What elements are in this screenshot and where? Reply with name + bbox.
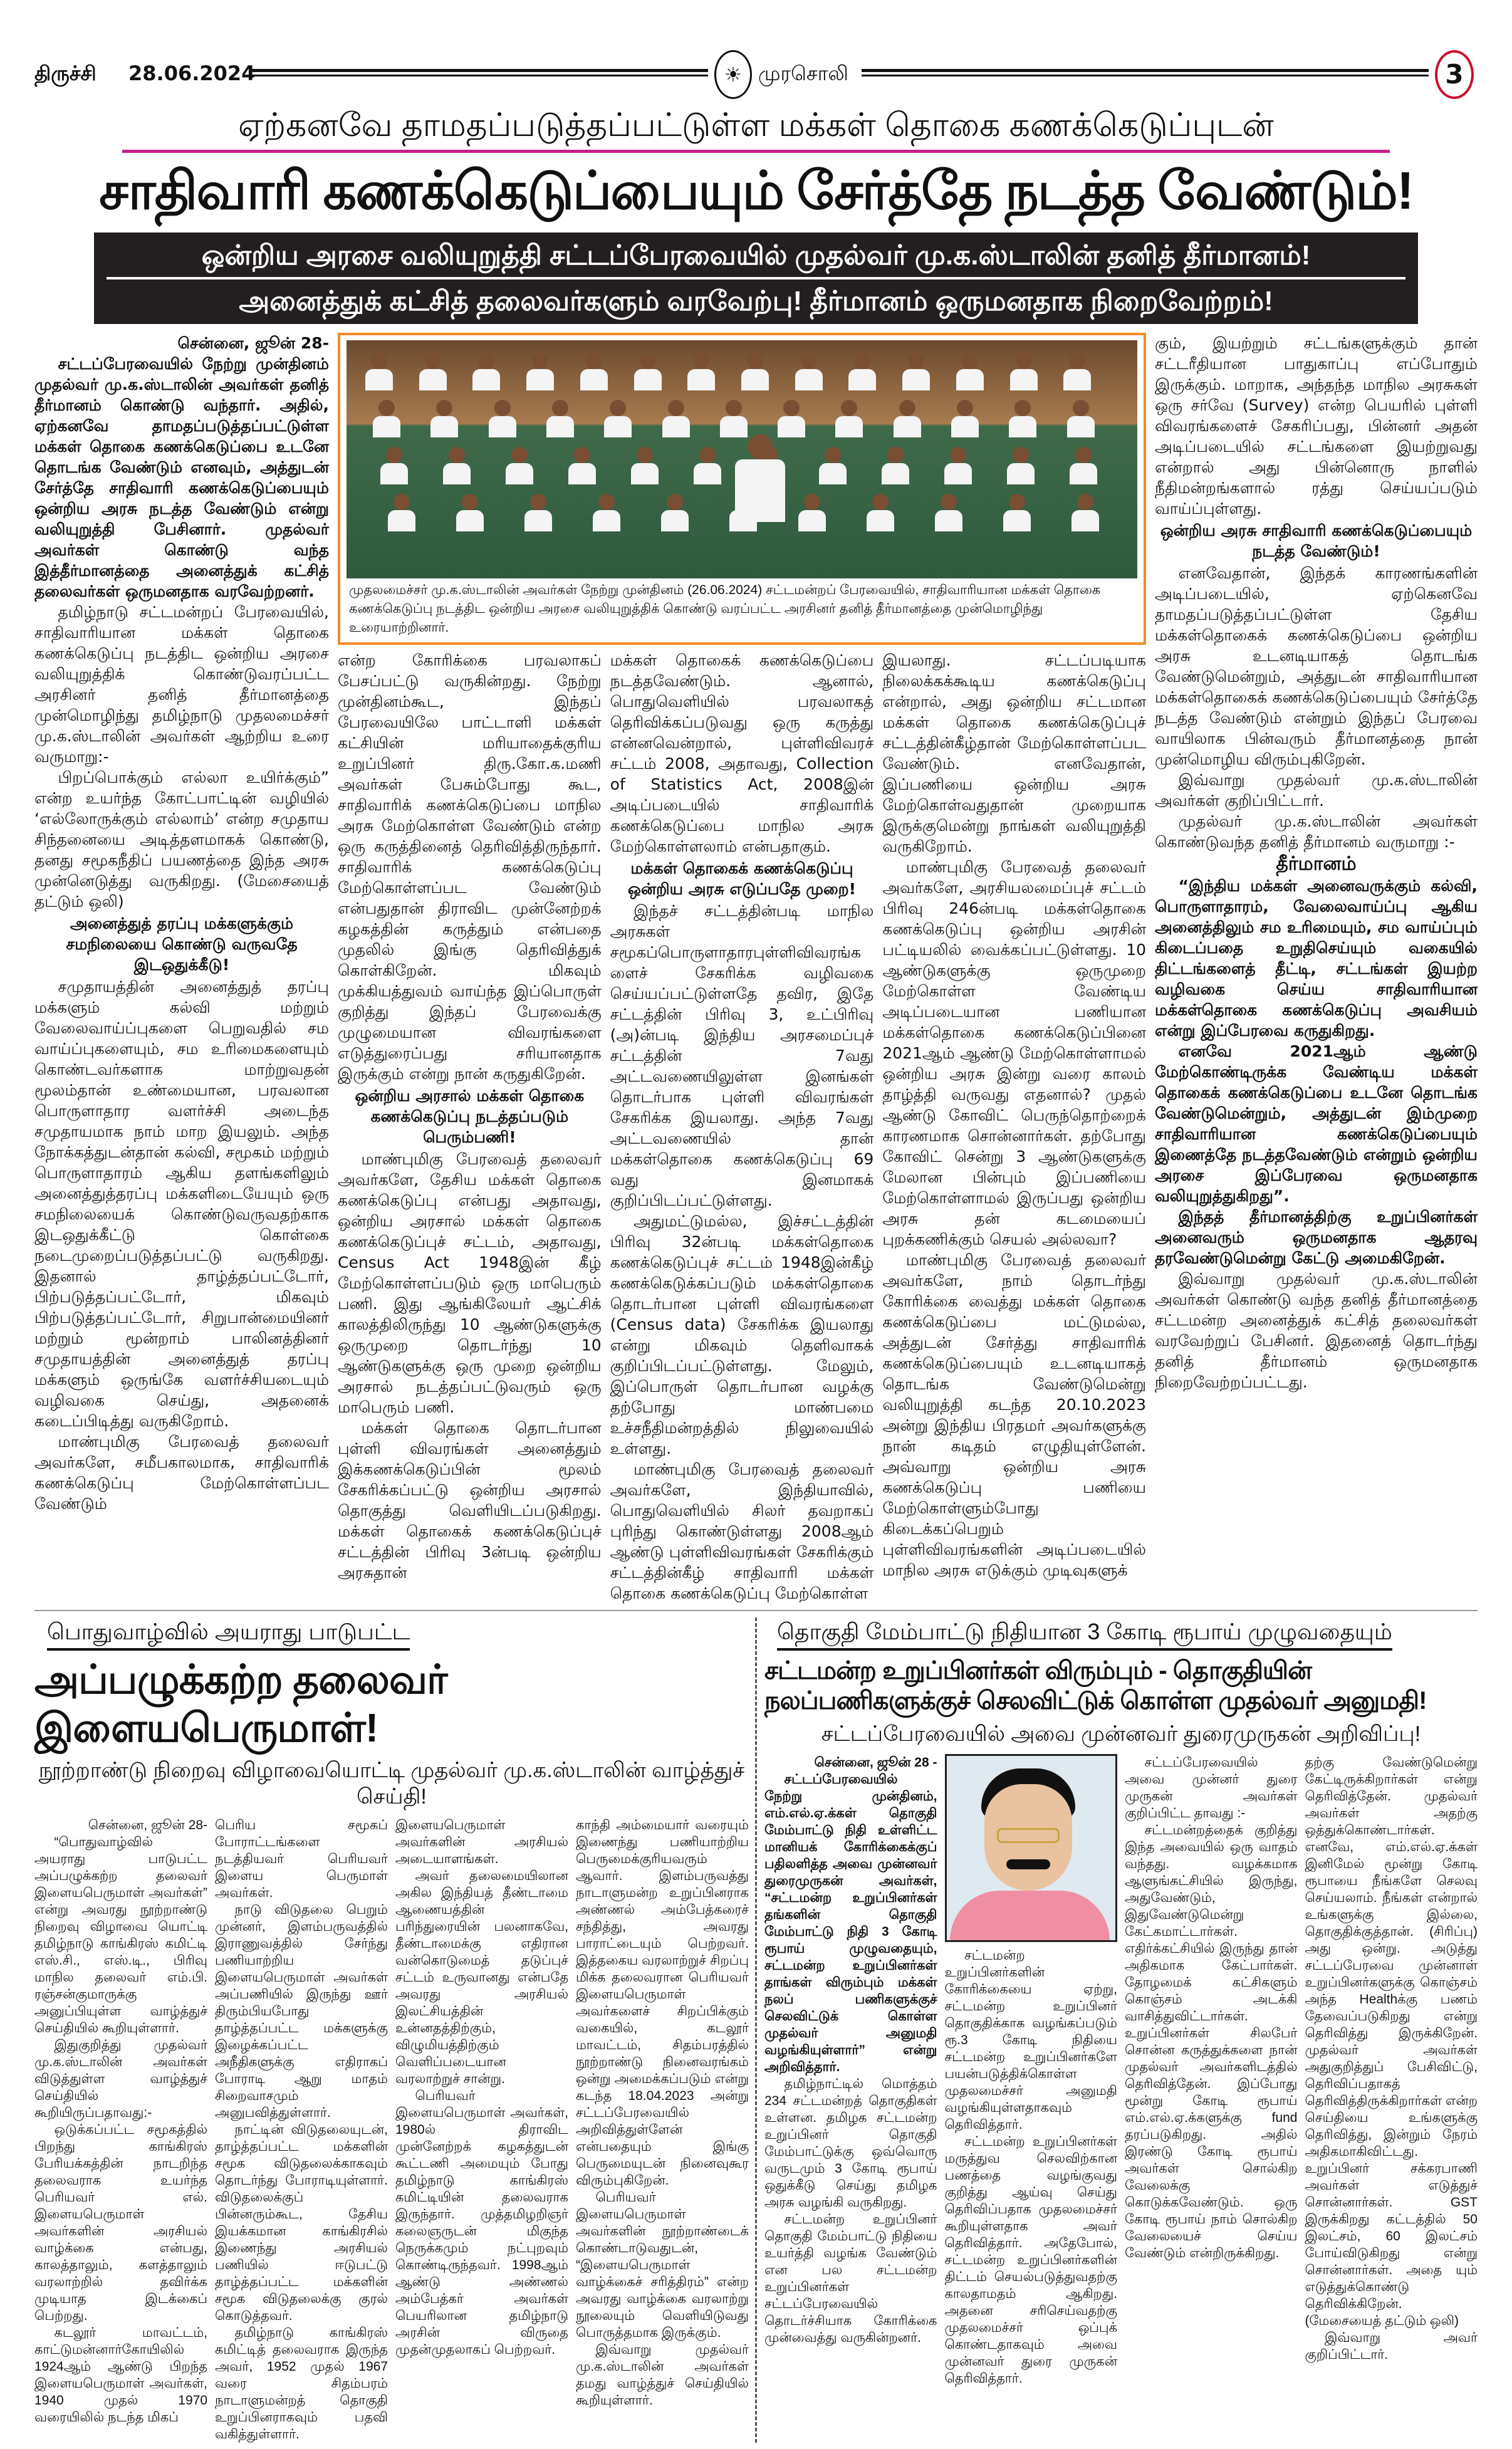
right-story-headline: சட்டமன்ற உறுப்பினர்கள் விரும்பும் - தொகுதியின் நலப்பணிகளுக்குச் செலவிட்டுக் கொள்ள முதல்வர் அனுமதி! [764,1657,1427,1715]
paragraph: ஒடுக்கப்பட்ட சமூகத்தில் பிறந்து காங்கிரஸ் பேரியக்கத்தின் நாடறிந்த தலைவராக உயர்ந்த பெரியவர் எல். இளையபெருமாள் அவர்களின் அரசியல் வாழ்க்கை என்பது, காலத்தாலும், களத்தாலும் வரலாற்றில் தவிர்க்க முடியாத இடக்கைப் பெற்றது. [34,2122,207,2323]
subheading: மக்கள் தொகைக் கணக்கெடுப்பு ஒன்றிய அரசு எடுப்பதே முறை! [627,859,857,899]
assembly-member-figure [1067,400,1095,437]
left-story-column-1 [34,1817,207,2443]
assembly-member-figure [798,494,826,531]
top-story-banner [94,232,1418,324]
assembly-member-figure [489,400,516,437]
paragraph: தமிழ்நாட்டில் மொத்தம் 234 சட்டமன்றத் தொகுதிகள் உள்ளன. தமிழக சட்டமன்ற உறுப்பினர் தொகுதி மேம்பாட்டுக்கு ஒவ்வொரு வருடமும் 3 கோடி ரூபாய் ஒதுக்கீடு செய்து தமிழக அரசு வழங்கி வருகிறது. [764,2076,937,2210]
lead-paragraph: சட்டப்பேரவையில் நேற்று முன்தினம், எம்.எல்.ஏ.க்கள் தொகுதி மேம்பாட்டு நிதி உள்ளிட்ட மானியக் கோரிக்கைக்குப் பதிலளித்த அவை முன்னவர் துரைமுருகன் அவர்கள், “சட்டமன்ற உறுப்பினர்கள் தங்களின் தொகுதி மேம்பாட்டு நிதி 3 கோடி ரூபாய் முழுவதையும், சட்டமன்ற உறுப்பினர்கள் தாங்கள் விரும்பும் மக்கள் நலப் பணிகளுக்குச் செலவிட்டுக் கொள்ள முதல்வர் அனுமதி வழங்கியுள்ளார்” என்று அறிவித்தார். [764,1772,937,2074]
paragraph: மாண்புமிகு பேரவைத் தலைவர் அவர்களே, சமீபகாலமாக, சாதிவாரிக் கணக்கெடுப்பு மேற்கொள்ளப்பட வேண்டும் [34,1433,329,1513]
assembly-member-figure [526,353,554,390]
paragraph: இவ்வாறு முதல்வர் மு.க.ஸ்டாலின் அவர்கள் கொண்டு வந்த தனித் தீர்மானத்தை சட்டமன்ற அனைத்துக் கட்சித் தலைவர்கள் வரவேற்றுப் பேசினர். இதனைத் தொடர்ந்து தனித் தீர்மானம் ஒருமனதாக நிறைவேற்றப்பட்டது. [1155,1270,1478,1392]
subheading: ஒன்றிய அரசால் மக்கள் தொகை கணக்கெடுப்பு நடத்தப்படும் பெரும்பணி! [355,1087,585,1147]
assembly-member-figure [867,494,894,531]
top-story-column-3 [610,650,874,1604]
paragraph: இவ்வாறு முதல்வர் மு.க.ஸ்டாலின் அவர்கள் தமது வாழ்த்துச் செய்தியில் கூறியுள்ளார். [576,2342,749,2408]
right-story [755,1617,1478,2443]
assembly-member-figure [506,447,533,484]
left-story-subhead: நூற்றாண்டு நிறைவு விழாவையொட்டி முதல்வர் மு.க.ஸ்டாலின் வாழ்த்துச் செய்தி! [38,1758,745,1809]
paragraph: இவ்வாறு முதல்வர் மு.க.ஸ்டாலின் அவர்கள் குறிப்பிட்டார். [1155,771,1478,810]
assembly-member-figure [430,400,458,437]
right-story-column-2 [945,1754,1118,2387]
assembly-member-figure [546,400,574,437]
left-story [34,1617,755,2443]
paragraph: இளையபெருமாள் அவர்களின் அரசியல் அடையாளங்கள். [395,1817,568,1866]
assembly-member-figure [795,353,823,390]
assembly-member-figure [419,353,447,390]
assembly-member-figure [848,353,876,390]
assembly-member-figure [604,400,632,437]
top-story-headline: சாதிவாரி கணக்கெடுப்பையும் சேர்த்தே நடத்த வேண்டும்! [99,161,1413,220]
right-story-column-4 [1305,1754,1478,2387]
assembly-member-figure [524,494,552,531]
assembly-member-figure [568,447,596,484]
paragraph: அதுமட்டுமல்ல, இச்சட்டத்தின் பிரிவு 32ன்படி மக்கள்தொகை கணக்கெடுப்புச் சட்டம் 1948இன்கீழ் கணக்கெடுக்கப்படும் மக்கள்தொகை தொடர்பான புள்ளி விவரங்களை (Census data) சேகரிக்க இயலாது என்று மிகவும் தெளிவாகக் குறிப்பிடப்பட்டுள்ளது. மேலும், இப்பொருள் தொடர்பான வழக்கு தற்போது மாண்பமை உச்சநீதிமன்றத்தில் நிலுவையில் உள்ளது. [610,1212,874,1458]
paragraph: முதல்வர் மு.க.ஸ்டாலின் அவர்கள் கொண்டுவந்த தனித் தீர்மானம் வருமாறு :- [1155,812,1478,852]
assembly-member-figure [631,447,659,484]
left-story-column-4 [576,1817,749,2443]
subheading: ஒன்றிய அரசு சாதிவாரி கணக்கெடுப்பையும் நடத்த வேண்டும்! [1160,521,1473,561]
chief-minister-figure [735,434,785,522]
newspaper-name: முரசொலி [758,61,848,85]
right-story-kicker: தொகுதி மேம்பாட்டு நிதியான 3 கோடி ரூபாய் முழுவதையும் [777,1617,1392,1651]
top-story-column-2 [338,650,602,1604]
assembly-member-figure [1070,447,1097,484]
paragraph: தமிழ்நாடு காங்கிரஸ் கமிட்டித் தலைவராக இருந்த அவர், 1952 முதல் 1967 வரை சிதம்பரம் நாடாளுமன்றத் தொகுதி உறுப்பினராகவும் பதவி வகித்துள்ளார். [215,2325,388,2441]
assembly-member-figure [835,400,863,437]
assembly-member-figure [720,400,748,437]
paragraph: அவர் தலைமையிலான அகில இந்தியத் தீண்டாமை ஆணையத்தின் பரிந்துரையின் பலனாகவே, தீண்டாமைக்கு எதிரான வன்கொடுமைத் தடுப்புச் சட்டம் உருவானது என்பதே அவரது அரசியல் இலட்சியத்தின் உன்னதத்திற்கும், விழுமியத்திற்கும் வெளிப்படையான வரலாற்றுச் சான்று. [395,1868,568,2086]
assembly-member-figure [694,447,721,484]
assembly-member-figure [580,353,608,390]
assembly-member-figure [593,494,620,531]
assembly-member-figure [956,353,984,390]
masthead-rule-right [862,69,1429,76]
assembly-member-figure [373,400,400,437]
assembly-photo-frame [338,333,1146,645]
paragraph: சட்டமன்ற உறுப்பினர் தொகுதி மேம்பாட்டு நிதியை உயர்த்தி வழங்க வேண்டும் என பல சட்டமன்ற உறுப்பினர்கள் சட்டப்பேரவையில் தொடர்ச்சியாக கோரிக்கை முன்வைத்து வருகின்றனர். [764,2211,937,2345]
assembly-member-figure [1063,353,1091,390]
paragraph: என்ற கோரிக்கை பரவலாகப் பேசப்பட்டு வருகின்றது. நேற்று முன்தினம்கூட, இந்தப் பேரவையிலே பாட்டாளி மக்கள் கட்சியின் மரியாதைக்குரிய உறுப்பினர் திரு.கோ.க.மணி அவர்கள் பேசும்போது கூட, சாதிவாரிக் கணக்கெடுப்பை மாநில அரசு மேற்கொள்ள வேண்டும் என்ற ஒரு கருத்தினைத் தெரிவித்திருந்தார். சாதிவாரிக் கணக்கெடுப்பு மேற்கொள்ளப்பட வேண்டும் என்பதுதான் திராவிட முன்னேற்றக் கழகத்தின் கருத்தும் என்பதை முதலில் இங்கு தெரிவித்துக் கொள்கிறேன். மிகவும் முக்கியத்துவம் வாய்ந்த இப்பொருள் குறித்து இந்தப் பேரவைக்கு முழுமையான விவரங்களை எடுத்துரைப்பது சரியானதாக இருக்கும் என்று நான் கருதுகிறேன். [338,651,602,1084]
assembly-member-figure [687,353,715,390]
paragraph: சட்டப்பேரவையில் அவை முன்னர் துரை முருகன் அவர்கள் குறிப்பிட்ட தாவது :- [1125,1755,1298,1820]
assembly-member-figure [1071,494,1099,531]
paragraph: இந்தச் சட்டத்தின்படி மாநில அரசுகள் சமூகப்பொருளாதாரபுள்ளிவிவரங்களைச் சேகரிக்க வழிவகை செய்யப்பட்டுள்ளதே தவிர, இதே சட்டத்தின் பிரிவு 3, உட்பிரிவு (அ)ன்படி இந்திய அரசமைப்புச் சட்டத்தின் 7வது அட்டவணையிலுள்ள இனங்கள் தொடர்பாக புள்ளி விவரங்கள் சேகரிக்க இயலாது. அந்த 7வது அட்டவணையில் தான் மக்கள்தொகை கணக்கெடுப்பு 69 வது இனமாகக் குறிப்பிடப்பட்டுள்ளது. [610,902,874,1210]
assembly-member-figure [443,447,471,484]
paragraph: இந்தத் தீர்மானத்திற்கு உறுப்பினர்கள் அனைவரும் ஒருமனதாக ஆதரவு தரவேண்டுமென்று கேட்டு அமைகிறேன். [1155,1208,1478,1268]
assembly-member-figure [778,400,805,437]
bottom-stories [34,1617,1478,2443]
top-story-column-5 [1155,333,1478,1392]
paragraph: இவ்வாறு அவர் குறிப்பிட்டார். [1305,2330,1478,2362]
edition-date: 28.06.2024 [128,61,256,85]
paragraph: பெரியவர் இளையபெருமாள் அவர்களின் நூற்றாண்டைக் கொண்டாடுவதுடன், “இளையபெருமாள் வாழ்க்கைச் சரித்திரம்” என்ற அவரது வாழ்க்கை வரலாற்று நூலையும் வெளியிடுவது பொருத்தமாக இருக்கும். [576,2190,749,2340]
assembly-member-figure [819,447,847,484]
paragraph: எனவேதான், இந்தக் காரணங்களின் அடிப்படையில், ஏற்கெனவே தாமதப்படுத்தப்பட்டுள்ள தேசிய மக்கள்தொகைக் கணக்கெடுப்பை ஒன்றிய அரசு உடனடியாகத் தொடங்க வேண்டுமென்றும், அத்துடன் சாதிவாரியான மக்கள்தொகைக் கணக்கெடுப்பையும் சேர்த்தே நடத்த வேண்டும் என்றும் இந்தப் பேரவை வாயிலாக பின்வரும் தீர்மானத்தை நான் முன்மொழிய விரும்புகிறேன். [1155,564,1478,769]
portrait-glasses [997,1828,1060,1843]
paragraph: பெரியவர் இளையபெருமாள் அவர்கள், 1980ல் திராவிட முன்னேற்றக் கழகத்துடன் கூட்டணி அமையும் போது தமிழ்நாடு காங்கிரஸ் கமிட்டியின் தலைவராக இருந்தார். முத்தமிழறிஞர் கலைஞருடன் மிகுந்த நெருக்கமும் நட்புறவும் கொண்டிருந்தவர். 1998ஆம் ஆண்டு அண்ணல் அம்பேத்கர் அவர்கள் பெயரிலான தமிழ்நாடு அரசின் விருதை முதன்முதலாகப் பெற்றவர். [395,2088,568,2357]
assembly-member-figure [882,447,909,484]
edition-place: திருச்சி [34,61,96,85]
resolution-text: எனவே 2021ஆம் ஆண்டு மேற்கொண்டிருக்க வேண்டிய மக்கள் தொகைக் கணக்கெடுப்பை உடனே தொடங்க வேண்டுமென்றும், அத்துடன் இம்முறை சாதிவாரியான கணக்கெடுப்பையும் இணைத்தே நடத்தவேண்டும் என்றும் ஒன்றிய அரசை இப்பேரவை ஒருமனதாக வலியுறுத்துகிறது”. [1155,1042,1478,1206]
paragraph: மக்கள் தொகைக் கணக்கெடுப்பை நடத்தவேண்டும். ஆனால், பொதுவெளியில் பரவலாகத் தெரிவிக்கப்படுவது ஒரு கருத்து என்னவென்றால், புள்ளிவிவரச் சட்டம் 2008, அதாவது, Collection of Statistics Act, 2008இன் அடிப்படையில் சாதிவாரிக் கணக்கெடுப்பை மாநில அரசு மேற்கொள்ளலாம் என்பதாகும். [610,651,874,856]
assembly-member-figure [472,353,500,390]
assembly-member-figure [1003,494,1031,531]
assembly-member-figure [951,400,979,437]
paragraph: மாண்புமிகு பேரவைத் தலைவர் அவர்களே, இந்தியாவில், பொதுவெளியில் சிலர் தவறாகப் புரிந்து கொண்டுள்ளது 2008ஆம் ஆண்டு புள்ளிவிவரங்கள் சேகரிக்கும் சட்டத்தின்கீழ் சாதிவாரி மக்கள் தொகை கணக்கெடுப்பு மேற்கொள்ள [610,1460,874,1603]
paragraph: மாண்புமிகு பேரவைத் தலைவர் அவர்களே, தேசிய மக்கள் தொகை கணக்கெடுப்பு என்பது அதாவது, ஒன்றிய அரசால் மக்கள் தொகை கணக்கெடுப்புச் சட்டம், அதாவது, Census Act 1948இன் கீழ் மேற்கொள்ளப்படும் ஒரு மாபெரும் பணி. இது ஆங்கிலேயர் ஆட்சிக் காலத்திலிருந்து 10 ஆண்டுகளுக்கு ஒருமுறை தொடர்ந்து 10 ஆண்டுகளுக்கு ஒரு முறை ஒன்றிய அரசால் நடத்தப்பட்டுவரும் ஒரு மாபெரும் பணி. [338,1150,602,1417]
lead-paragraph: சட்டப்பேரவையில் நேற்று முன்தினம் முதல்வர் மு.க.ஸ்டாலின் அவர்கள் தனித் தீர்மானம் கொண்டு வந்தார். அதில், ஏற்கனவே தாமதப்படுத்தப்பட்டுள்ள மக்கள் தொகை கணக்கெடுப்பை உடனே தொடங்க வேண்டும் எனவும், அத்துடன் சேர்த்தே சாதிவாரி கணக்கெடுப்பையும் ஒன்றிய அரசு நடத்த வேண்டும் என்று வலியுறுத்தி பேசினார். முதல்வர் அவர்கள் கொண்டு வந்த இத்தீர்மானத்தை அனைத்துக் கட்சித் தலைவர்கள் ஒருமனதாக வரவேற்றனர். [34,355,329,601]
paragraph: கடலூர் மாவட்டம், காட்டுமன்னார்கோயிலில் 1924ஆம் ஆண்டு பிறந்த இளையபெருமாள் அவர்கள், 1940 முதல் 1970 வரையிலில் நடந்த மிகப் [34,2325,207,2425]
assembly-member-figure [365,353,393,390]
right-story-column-1 [764,1754,937,2387]
portrait-moustache [1006,1859,1050,1869]
right-story-column-3 [1125,1754,1298,2387]
paragraph: தற்கு வேண்டுமென்று கேட்டிருக்கிறார்கள் என்று தெரிவித்தேன். முதல்வர் அவர்கள் அதற்கு ஒத்துக்கொண்டார்கள். எனவே, எம்.எல்.ஏ.க்கள் இனிமேல் மூன்று கோடி ரூபாயை நீங்களே செலவு செய்யலாம். நீங்கள் என்றால் உங்களுக்கு இல்லை, தொகுதிக்குத்தான். (சிரிப்பு) அது ஒன்று. அடுத்து சட்டப்பேரவை முன்னாள் உறுப்பினர்களுக்கு கொஞ்சம் அந்த Healthக்கு பணம் தேவைப்படுகிறது என்று தெரிவித்து இருக்கிறேன். முதல்வர் அவர்கள் அதுகுறித்துப் பேசிவிட்டு, தெரிவிப்பதாகத் தெரிவித்திருக்கிறார்கள் என்ற செய்தியை உங்களுக்கு தெரிவித்து, இன்றும் நேரம் அதிகமாகிவிட்டது. உறுப்பினர் சக்கரபாணி அவர்கள் எடுத்துச் சொன்னார்கள். GST இருக்கிறது கட்டத்தில் 50 இலட்சம், 60 இலட்சம் போய்விடுகிறது என்று சொன்னார்கள். அதை யும் எடுத்துக்கொண்டு தெரிவிக்கிறேன். (மேசையைத் தட்டும் ஒலி) [1305,1755,1478,2328]
assembly-member-figure [1007,447,1035,484]
assembly-member-figure [902,353,930,390]
banner-line-1: ஒன்றிய அரசை வலியுறுத்தி சட்டப்பேரவையில் முதல்வர் மு.க.ஸ்டாலின் தனித் தீர்மானம்! [201,240,1311,271]
paragraph: இயலாது. சட்டப்படியாக நிலைக்கக்கூடிய கணக்கெடுப்பு என்றால், அது ஒன்றிய சட்டமான மக்கள் தொகை கணக்கெடுப்புச் சட்டத்தின்கீழ்தான் மேற்கொள்ளப்பட வேண்டும். எனவேதான், இப்பணியை ஒன்றிய அரசு மேற்கொள்வதுதான் முறையாக இருக்குமென்று நாங்கள் வலியுறுத்தி வருகிறோம். [882,651,1147,856]
left-story-headline: அப்பழுக்கற்ற தலைவர் இளையபெருமாள்! [34,1657,447,1751]
assembly-photo [347,340,1137,578]
assembly-member-figure [661,494,689,531]
subheading: அனைத்துத் தரப்பு மக்களுக்கும் சமநிலையை கொண்டு வருவதே இடஒதுக்கீடு! [66,914,298,974]
assembly-member-figure [894,400,921,437]
top-story-body [34,333,1478,1604]
assembly-member-figure [1009,400,1036,437]
paragraph: தமிழ்நாடு சட்டமன்றப் பேரவையில், சாதிவாரியான மக்கள் தொகை கணக்கெடுப்பு நடத்திட ஒன்றிய அரசை வலியுறுத்திக் கொண்டுவரப்பட்ட அரசினர் தனித் தீர்மானத்தை முன்மொழிந்து தமிழ்நாடு முதலமைச்சர் மு.க.ஸ்டாலின் அவர்கள் ஆற்றிய உரை வருமாறு:- [34,603,329,766]
assembly-member-figure [1010,353,1038,390]
paragraph: நாடு விடுதலை பெறும் முன்னர், இளம்பருவத்தில் இராணுவத்தில் சேர்ந்து பணியாற்றிய இளையபெருமாள் அவர்கள் அப்பணியில் இருந்து ஊர் திரும்பியபோது தாழ்த்தப்பட்ட மக்களுக்கு இழைக்கப்பட்ட அநீதிகளுக்கு எதிராகப் போராடி ஆறு மாதம் சிறைவாசமும் அனுபவித்துள்ளார். [215,1902,388,2120]
paragraph: சட்டமன்ற உறுப்பினர்களின் கோரிக்கையை ஏற்று, சட்டமன்ற உறுப்பினர் தொகுதிக்காக வழங்கப்படும் ரூ.3 கோடி நிதியை சட்டமன்ற உறுப்பினர்களே பயன்படுத்திக்கொள்ள முதலமைச்சர் அனுமதி வழங்கியுள்ளதாகவும் தெரிவித்தார். [944,1948,1117,2132]
top-story-column-1 [34,333,329,1514]
banner-line-2: அனைத்துக் கட்சித் தலைவர்களும் வரவேற்பு! தீர்மானம் ஒருமனதாக நிறைவேற்றம்! [239,286,1273,317]
top-story-kicker: ஏற்கனவே தாமதப்படுத்தப்பட்டுள்ள மக்கள் தொகை கணக்கெடுப்புடன் [122,105,1390,153]
photo-caption: முதலமைச்சர் மு.க.ஸ்டாலின் அவர்கள் நேற்று முன்தினம் (26.06.2024) சட்டமன்றப் பேரவையில், சாதிவாரியான மக்கள் தொகை கணக்கெடுப்பு நடத்திட ஒன்றிய அரசை வலியுறுத்திக் கொண்டு வரப்பட்ட அரசினர் தனித் தீர்மானத்தை முன்மொழிந்து உரையாற்றினார். [349,583,1101,635]
paragraph: பெரிய சமூகப் போராட்டங்களை நடத்தியவர் பெரியவர் இளைய பெருமாள் அவர்கள். [215,1817,388,1900]
paragraph: பிறப்பொக்கும் எல்லா உயிர்க்கும்” என்ற உயர்ந்த கோட்பாட்டின் வழியில் ‘எல்லோருக்கும் எல்லாம்’ என்ற சமுதாய சிந்தனையை அடித்தளமாகக் கொண்டு, தனது சமூகநீதிப் பயணத்தை இந்த அரசு முன்னெடுத்து வருகிறது. (மேசையைத் தட்டும் ஒலி) [34,768,329,911]
masthead-rule-left [251,69,708,76]
left-story-kicker: பொதுவாழ்வில் அயராது பாடுபட்ட [47,1617,410,1651]
paragraph: மாண்புமிகு பேரவைத் தலைவர் அவர்களே, நாம் தொடர்ந்து கோரிக்கை வைத்து மக்கள் தொகை கணக்கெடுப்பை மட்டுமல்ல, அத்துடன் சேர்த்து சாதிவாரிக் கணக்கெடுப்பையும் உடனடியாகத் தொடங்க வேண்டுமென்று வலியுறுத்தி கடந்த 20.10.2023 அன்று இந்திய பிரதமர் அவர்களுக்கு நான் கடிதம் எழுதியுள்ளேன். அவ்வாறு ஒன்றிய அரசு கணக்கெடுப்பு பணியை மேற்கொள்ளும்போது கிடைக்கப்பெறும் புள்ளிவிவரங்களின் அடிப்படையில் மாநில அரசு எடுக்கும் முடிவுகளுக் [882,1251,1147,1580]
portrait-shirt [950,1891,1110,1942]
rising-sun-emblem-icon: ☀ [714,50,752,99]
assembly-member-figure [935,494,962,531]
paragraph: சட்டமன்ற உறுப்பினர்கள் மருத்துவ செலவிற்கான பணத்தை வழங்குவது குறித்து ஆய்வு செய்து தெரிவிப்பதாக முதலமைச்சர் கூறியுள்ளதாக அவர் தெரிவித்தார். அதேபோல், சட்டமன்ற உறுப்பினர்களின் திட்டம் செயல்படுத்துவதற்கு காலதாமதம் ஆகிறது. அதனை சரிசெய்வதற்கு முதலமைச்சர் ஒப்புக் கொண்டதாகவும் அவை முன்னவர் துரை முருகன் தெரிவித்தார். [944,2134,1117,2386]
dateline: சென்னை, ஜூன் 28- [177,334,329,353]
top-story-column-4 [882,650,1146,1604]
paragraph: மக்கள் தொகை தொடர்பான புள்ளி விவரங்கள் அனைத்தும் இக்கணக்கெடுப்பின் மூலம் சேகரிக்கப்பட்டு ஒன்றிய அரசால் தொகுத்து வெளியிடப்படுகிறது. மக்கள் தொகைக் கணக்கெடுப்புச் சட்டத்தின் பிரிவு 3ன்படி ஒன்றிய அரசுதான் [338,1419,602,1582]
right-story-subhead: சட்டப்பேரவையில் அவை முன்னவர் துரைமுருகன் அறிவிப்பு! [821,1722,1421,1747]
left-story-column-3 [395,1817,568,2443]
paragraph: நாட்டின் விடுதலையுடன், தாழ்த்தப்பட்ட மக்களின் சமூக விடுதலைக்காகவும் தொடர்ந்து போராடியுள்ளார். விடுதலைக்குப் பின்னரும்கூட, தேசிய இயக்கமான காங்கிரசில் இணைந்து அரசியல் பணியில் ஈடுபட்டு தாழ்த்தப்பட்ட மக்களின் சமூக விடுதலைக்கு குரல் கொடுத்தவர். [215,2122,388,2323]
banner-divider [107,277,1405,279]
paragraph: “பொதுவாழ்வில் அயராது பாடுபட்ட அப்பழுக்கற்ற தலைவர் இளையபெருமாள் அவர்கள்” என்று அவரது நூற்றாண்டு நிறைவு விழாவை யொட்டி தமிழ்நாடு காங்கிரஸ் கமிட்டி எஸ்.சி., எஸ்.டி., பிரிவு மாநில தலைவர் எம்.பி. ரஞ்சன்குமாருக்கு அனுப்பியுள்ள வாழ்த்துச் செய்தியில் கூறியுள்ளார். [34,1834,207,2035]
portrait-photo [945,1754,1118,1942]
assembly-member-figure [388,494,415,531]
paragraph: சட்டமன்றத்தைக் குறித்து இந்த அவையில் ஒரு வாதம் வந்தது. வழக்கமாக ஆளுங்கட்சியில் இருந்து, அதுவேண்டும், இதுவேண்டுமென்று கேட்கமாட்டார்கள். எதிர்க்கட்சியில் இருந்து தான் அதிகமாக கேட்பார்கள். தோழமைக் கட்சிகளும் கொஞ்சம் அடக்கி வாசித்துவிட்டார்கள். உறுப்பினர்கள் சிலபேர் சொன்ன கருத்துக்களை நான் முதல்வர் அவர்களிடத்தில் தெரிவித்தேன். இப்போது மூன்று கோடி ரூபாய் எம்.எல்.ஏ.க்களுக்கு fund தரப்படுகிறது. அதில் இரண்டு கோடி ரூபாய் அவர்கள் சொல்கிற வேலைக்கு கொடுக்கவேண்டும். ஒரு கோடி ரூபாய் நாம் சொல்கிற வேலையைச் செய்ய வேண்டும் என்றிருக்கிறது. [1125,1822,1298,2260]
paragraph: கும், இயற்றும் சட்டங்களுக்கும் தான் சட்டரீதியான பாதுகாப்பு எப்போதும் இருக்கும். மாறாக, அந்தந்த மாநில அரசுகள் ஒரு சர்வே (Survey) என்ற பெயரில் புள்ளி விவரங்களைச் சேகரிப்பது, பின்னர் அதன் அடிப்படையில் சட்டங்களை இயற்றுவது என்றால் அது பின்னொரு நாளில் நீதிமன்றங்களால் ரத்து செய்யப்படும் வாய்ப்புள்ளது. [1155,334,1478,518]
paragraph: சமுதாயத்தின் அனைத்துத் தரப்பு மக்களும் கல்வி மற்றும் வேலைவாய்ப்புகளை பெறுவதில் சம வாய்ப்புகளையும், சம உரிமைகளையும் கொண்டவர்களாக மாற்றுவதன் மூலம்தான் உண்மையான, பரவலான பொருளாதார வளர்ச்சி அடைந்த சமுதாயமாக நாம் மாற இயலும். அந்த நோக்கத்துடன்தான் கல்வி, சமூகம் மற்றும் பொருளாதாரம் ஆகிய தளங்களிலும் அனைத்துத்தரப்பு மக்களிடையேயும் ஒரு சமநிலையைக் கொண்டுவருவதற்காக இடஒதுக்கீட்டு கொள்கை நடைமுறைப்படுத்தப்பட்டு வருகிறது. இதனால் தாழ்த்தப்பட்டோர், பிற்படுத்தப்பட்டோர், மிகவும் பிற்படுத்தப்பட்டோர், சிறுபான்மையினர் மற்றும் மூன்றாம் பாலினத்தினர் சமுதாயத்தின் அனைத்துத் தரப்பு மக்களும் ஒருங்கே வளர்ச்சியடையும் வழிவகை செய்து, அதனைக் கடைப்பிடித்து வருகிறோம். [34,978,329,1431]
assembly-member-figure [944,447,972,484]
dateline: சென்னை, ஜூன் 28 - [814,1755,937,1770]
assembly-member-figure [380,447,408,484]
assembly-member-figure [634,353,662,390]
left-story-column-2 [215,1817,388,2443]
paragraph: இதுகுறித்து முதல்வர் மு.க.ஸ்டாலின் அவர்கள் விடுத்துள்ள வாழ்த்துச் செய்தியில் கூறியிருப்பதாவது:- [34,2037,207,2120]
top-story-middle [338,333,1146,1604]
assembly-member-figure [456,494,484,531]
section-divider [34,1610,1478,1611]
assembly-member-figure [662,400,690,437]
page-number: 3 [1435,50,1474,99]
paragraph: காந்தி அம்மையார் வரையும் இணைந்து பணியாற்றிய பெருமைக்குரியவரும் ஆவார். இளம்பருவத்து நாடாளுமன்ற உறுப்பினராக அண்ணல் அம்பேத்கரைச் சந்தித்து, அவரது பாராட்டையும் பெற்றவர். இத்தகைய வரலாற்றுச் சிறப்பு மிக்க தலைவரான பெரியவர் இளையபெருமாள் அவர்களைச் சிறப்பிக்கும் வகையில், கடலூர் மாவட்டம், சிதம்பரத்தில் நூற்றாண்டு நினைவரங்கம் ஒன்று அமைக்கப்படும் என்று கடந்த 18.04.2023 அன்று சட்டப்பேரவையில் அறிவித்துள்ளேன் என்பதையும் இங்கு பெருமையுடன் நினைவுகூர விரும்புகிறேன். [576,1817,749,2188]
dateline: சென்னை, ஜூன் 28- [88,1817,207,1832]
resolution-heading: தீர்மானம் [1276,853,1357,875]
masthead [34,50,1478,102]
resolution-text: “இந்திய மக்கள் அனைவருக்கும் கல்வி, பொருளாதாரம், வேலைவாய்ப்பு ஆகிய அனைத்திலும் சம உரிமையும், சம வாய்ப்பும் கிடைப்பதை உறுதிசெய்யும் வகையில் திட்டங்களைத் தீட்டி, சட்டங்கள் இயற்ற வழிவகை செய்ய சாதிவாரியான மக்கள்தொகை கணக்கெடுப்பு அவசியம் என்று இப்பேரவை கருதுகிறது. [1155,877,1478,1040]
paragraph: மாண்புமிகு பேரவைத் தலைவர் அவர்களே, அரசியலமைப்புச் சட்டம் பிரிவு 246ன்படி மக்கள்தொகை கணக்கெடுப்பு ஒன்றிய அரசின் பட்டியலில் வைக்கப்பட்டுள்ளது. 10 ஆண்டுகளுக்கு ஒருமுறை மேற்கொள்ள வேண்டிய அடிப்படையான பணியான மக்கள்தொகை கணக்கெடுப்பினை 2021ஆம் ஆண்டு மேற்கொள்ளாமல் ஒன்றிய அரசு இன்று வரை காலம் தாழ்த்தி வருவது எதனால்? முதல் ஆண்டு கோவிட் பெருந்தொற்றைக் காரணமாக சொன்னார்கள். தற்போது கோவிட் சென்று 3 ஆண்டுகளுக்கு மேலான பின்பும் இப்பணியை மேற்கொள்ளாமல் இருப்பது ஒன்றிய அரசு தன் கடமையைப் புறக்கணிக்கும் செயல் அல்லவா? [882,858,1147,1249]
assembly-member-figure [741,353,769,390]
